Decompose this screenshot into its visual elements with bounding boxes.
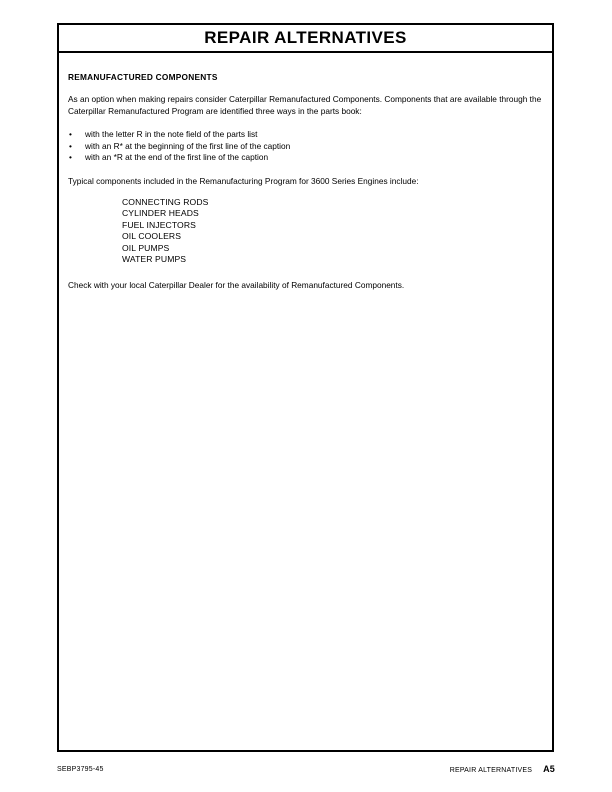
identification-bullet-list — [68, 129, 543, 163]
list-item-label: with the letter R in the note field of the parts list — [85, 129, 258, 140]
footer-page-number: A5 — [543, 764, 555, 774]
list-item — [68, 141, 543, 152]
page-frame — [57, 23, 554, 752]
components-intro-paragraph: Typical components included in the Remanufacturing Program for 3600 Series Engines include: — [68, 176, 419, 187]
bullet-icon: • — [69, 140, 72, 151]
list-item: WATER PUMPS — [122, 254, 187, 265]
footer-section-name: REPAIR ALTERNATIVES — [449, 767, 533, 774]
bullet-icon: • — [69, 152, 72, 162]
page-footer — [57, 762, 555, 776]
page-header-bar — [59, 25, 552, 53]
closing-paragraph: Check with your local Caterpillar Dealer for the availability of Remanufactured Components. — [68, 280, 405, 291]
component-list — [68, 197, 543, 267]
list-item: OIL PUMPS — [122, 242, 170, 253]
bullet-icon: • — [69, 129, 72, 140]
list-item: FUEL INJECTORS — [122, 219, 196, 230]
list-item — [68, 152, 543, 163]
footer-document-number: SEBP3795-45 — [57, 765, 104, 773]
list-item: OIL COOLERS — [122, 231, 182, 242]
list-item-label: with an *R at the end of the first line of the caption — [85, 152, 269, 162]
section-heading: REMANUFACTURED COMPONENTS — [68, 72, 218, 82]
list-item-label: with an R* at the beginning of the first line of the caption — [85, 140, 291, 151]
page-title: REPAIR ALTERNATIVES — [204, 28, 407, 47]
list-item: CONNECTING RODS — [122, 196, 209, 207]
list-item: CYLINDER HEADS — [122, 208, 199, 219]
intro-paragraph: As an option when making repairs consider Caterpillar Remanufactured Components. Components that are available through the Caterpillar Remanufactured Program are identified three ways in the parts book: — [68, 94, 542, 117]
page-content — [59, 53, 552, 750]
list-item — [68, 129, 543, 140]
footer-right-group — [450, 764, 555, 774]
